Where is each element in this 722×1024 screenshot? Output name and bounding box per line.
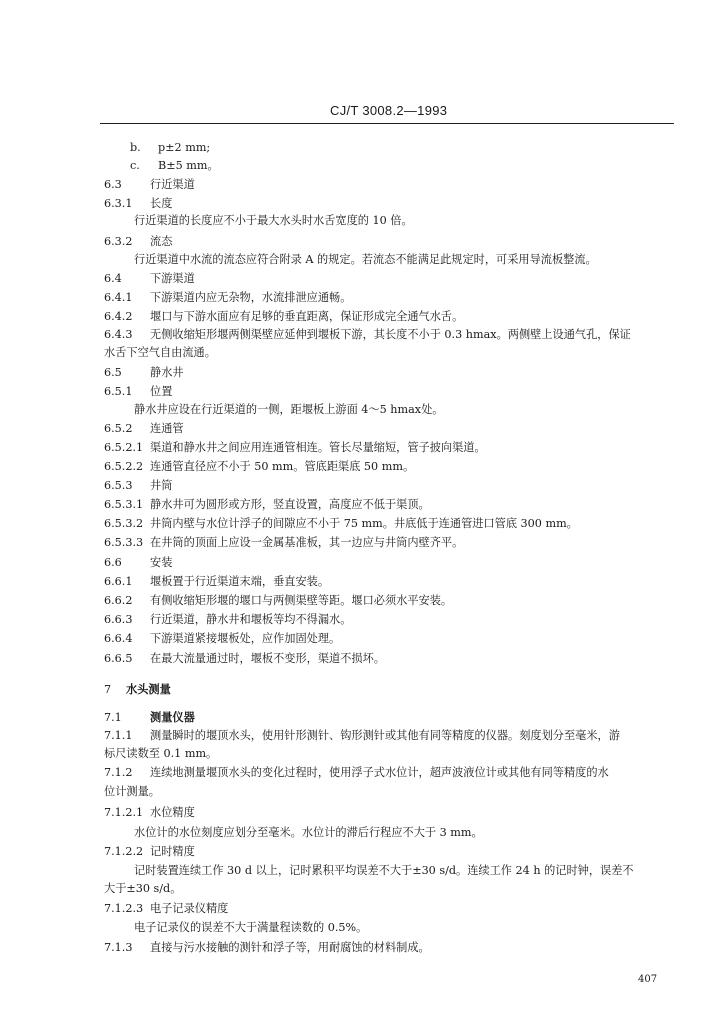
clause-number: 6.5.2.2 bbox=[104, 460, 144, 473]
clause-number: c. bbox=[130, 159, 140, 172]
text-line bbox=[104, 328, 631, 342]
text-line bbox=[104, 941, 430, 955]
text-line bbox=[104, 235, 172, 249]
text-line bbox=[134, 253, 597, 267]
clause-text: 静水井可为圆形或方形，竖直设置，高度应不低于渠顶。 bbox=[150, 498, 430, 511]
clause-text: 有侧收缩矩形堰的堰口与两侧渠壁等距。堰口必须水平安装。 bbox=[150, 594, 453, 607]
text-line bbox=[104, 310, 463, 324]
clause-text: 电子记录仪精度 bbox=[150, 902, 229, 915]
text-line bbox=[134, 826, 483, 840]
clause-text: 连通管直径应不小于 50 mm。管底距渠底 50 mm。 bbox=[150, 460, 415, 473]
text-line bbox=[104, 517, 578, 531]
clause-number: 7.1.2.3 bbox=[104, 902, 144, 915]
text-line bbox=[104, 594, 452, 608]
document-code-header: CJ/T 3008.2—1993 bbox=[330, 103, 448, 118]
clause-text: 行近渠道 bbox=[150, 178, 195, 191]
text-line bbox=[104, 729, 620, 743]
clause-text: 位计测量。 bbox=[104, 785, 160, 798]
clause-number: 6.5.2.1 bbox=[104, 441, 144, 454]
clause-text: 电子记录仪的误差不大于满量程读数的 0.5%。 bbox=[134, 921, 368, 934]
text-line bbox=[104, 385, 172, 399]
text-line bbox=[104, 845, 195, 859]
clause-text: 渠道和静水井之间应用连通管相连。管长尽量缩短，管子披向渠道。 bbox=[150, 441, 486, 454]
text-line bbox=[104, 498, 430, 512]
clause-number: 6.5.3.3 bbox=[104, 536, 144, 549]
clause-number: 6.3.2 bbox=[104, 235, 133, 248]
text-line bbox=[104, 747, 217, 761]
clause-number: 6.5.1 bbox=[104, 385, 133, 398]
clause-text: 水舌下空气自由流通。 bbox=[104, 346, 216, 359]
clause-text: 水位精度 bbox=[150, 806, 195, 819]
clause-number: 7.1.2 bbox=[104, 766, 133, 779]
clause-number: 7 bbox=[104, 683, 112, 696]
text-line bbox=[104, 441, 486, 455]
clause-text: 下游渠道 bbox=[150, 272, 195, 285]
clause-text: p±2 mm; bbox=[158, 141, 211, 154]
clause-text: 测量瞬时的堰顶水头，使用针形测针、钩形测针或其他有同等精度的仪器。刻度划分至毫米，游 bbox=[150, 729, 620, 742]
text-line bbox=[104, 366, 184, 380]
clause-text: 堰板置于行近渠道末端，垂直安装。 bbox=[150, 575, 330, 588]
clause-number: 6.6 bbox=[104, 556, 122, 569]
text-line bbox=[104, 710, 195, 725]
clause-number: b. bbox=[130, 141, 141, 154]
clause-text: B±5 mm。 bbox=[158, 159, 219, 172]
text-line bbox=[104, 652, 385, 666]
clause-number: 6.6.5 bbox=[104, 652, 133, 665]
text-line bbox=[134, 214, 413, 228]
clause-text: 无侧收缩矩形堰两侧渠壁应延伸到堰板下游，其长度不小于 0.3 hmax。两侧壁上设通气孔，保证 bbox=[150, 328, 631, 341]
clause-text: 记时精度 bbox=[150, 845, 195, 858]
clause-text: 行近渠道的长度应不小于最大水头时水舌宽度的 10 倍。 bbox=[134, 214, 413, 227]
clause-number: 6.5.2 bbox=[104, 422, 133, 435]
clause-text: 下游渠道紧接堰板处，应作加固处理。 bbox=[150, 632, 341, 645]
clause-number: 6.5 bbox=[104, 366, 122, 379]
clause-number: 7.1.1 bbox=[104, 729, 133, 742]
clause-text: 静水井应设在行近渠道的一侧，距堰板上游面 4～5 hmax处。 bbox=[134, 403, 444, 416]
clause-number: 6.4.3 bbox=[104, 328, 133, 341]
clause-number: 6.6.3 bbox=[104, 613, 133, 626]
clause-number: 6.5.3.1 bbox=[104, 498, 144, 511]
clause-number: 6.5.3.2 bbox=[104, 517, 144, 530]
text-line bbox=[104, 291, 351, 305]
clause-text: 标尺读数至 0.1 mm。 bbox=[104, 747, 218, 760]
text-line bbox=[134, 403, 443, 417]
text-line bbox=[104, 613, 351, 627]
clause-text: 连续地测量堰顶水头的变化过程时，使用浮子式水位计，超声波液位计或其他有同等精度的水 bbox=[150, 766, 609, 779]
text-line bbox=[104, 575, 329, 589]
clause-text: 井筒内壁与水位计浮子的间隙应不小于 75 mm。井底低于连通管进口管底 300 mm。 bbox=[150, 517, 578, 530]
clause-text: 位置 bbox=[150, 385, 173, 398]
clause-text: 堰口与下游水面应有足够的垂直距离，保证形成完全通气水舌。 bbox=[150, 310, 464, 323]
text-line bbox=[104, 272, 195, 286]
clause-number: 7.1 bbox=[104, 711, 122, 724]
text-line bbox=[104, 346, 216, 360]
clause-number: 6.6.1 bbox=[104, 575, 133, 588]
clause-number: 7.1.2.2 bbox=[104, 845, 144, 858]
text-line bbox=[104, 882, 181, 896]
clause-number: 6.4.2 bbox=[104, 310, 133, 323]
clause-text: 流态 bbox=[150, 235, 173, 248]
text-line bbox=[134, 864, 634, 878]
text-line bbox=[104, 479, 172, 493]
clause-number: 7.1.3 bbox=[104, 941, 133, 954]
text-line bbox=[104, 536, 463, 550]
clause-number: 7.1.2.1 bbox=[104, 806, 144, 819]
clause-text: 水头测量 bbox=[126, 682, 171, 696]
clause-number: 6.4 bbox=[104, 272, 122, 285]
text-line bbox=[104, 178, 195, 192]
clause-number: 6.5.3 bbox=[104, 479, 133, 492]
text-line bbox=[104, 806, 195, 820]
text-line bbox=[104, 785, 160, 799]
clause-text: 直接与污水接触的测针和浮子等，用耐腐蚀的材料制成。 bbox=[150, 941, 430, 954]
clause-text: 测量仪器 bbox=[150, 710, 195, 724]
clause-text: 下游渠道内应无杂物，水流排泄应通畅。 bbox=[150, 291, 352, 304]
text-line bbox=[104, 556, 172, 570]
clause-number: 6.3.1 bbox=[104, 197, 133, 210]
text-line bbox=[104, 460, 414, 474]
clause-text: 水位计的水位刻度应划分至毫米。水位计的滞后行程应不大于 3 mm。 bbox=[134, 826, 483, 839]
clause-number: 6.6.4 bbox=[104, 632, 133, 645]
clause-text: 行近渠道中水流的流态应符合附录 A 的规定。若流态不能满足此规定时，可采用导流板整流。 bbox=[134, 253, 597, 266]
clause-text: 静水井 bbox=[150, 366, 184, 379]
clause-text: 在最大流量通过时，堰板不变形，渠道不损坏。 bbox=[150, 652, 385, 665]
clause-text: 井筒 bbox=[150, 479, 173, 492]
page-number: 407 bbox=[638, 974, 658, 985]
text-line bbox=[104, 902, 228, 916]
text-line bbox=[104, 766, 609, 780]
clause-text: 大于±30 s/d。 bbox=[104, 882, 182, 895]
clause-text: 行近渠道，静水井和堰板等均不得漏水。 bbox=[150, 613, 352, 626]
text-line bbox=[104, 422, 184, 436]
clause-text: 连通管 bbox=[150, 422, 184, 435]
text-line bbox=[104, 197, 172, 211]
text-line bbox=[104, 632, 340, 646]
clause-text: 记时装置连续工作 30 d 以上，记时累积平均误差不大于±30 s/d。连续工作 24 h 的记时钟，误差不 bbox=[134, 864, 634, 877]
clause-text: 安装 bbox=[150, 556, 173, 569]
clause-text: 在井筒的顶面上应设一金属基准板，其一边应与井筒内壁齐平。 bbox=[150, 536, 464, 549]
text-line bbox=[130, 141, 210, 155]
text-line bbox=[134, 921, 367, 935]
clause-number: 6.4.1 bbox=[104, 291, 133, 304]
clause-text: 长度 bbox=[150, 197, 173, 210]
clause-number: 6.6.2 bbox=[104, 594, 133, 607]
text-line bbox=[130, 159, 219, 173]
clause-number: 6.3 bbox=[104, 178, 122, 191]
header-rule bbox=[100, 123, 674, 124]
text-line bbox=[104, 682, 171, 697]
